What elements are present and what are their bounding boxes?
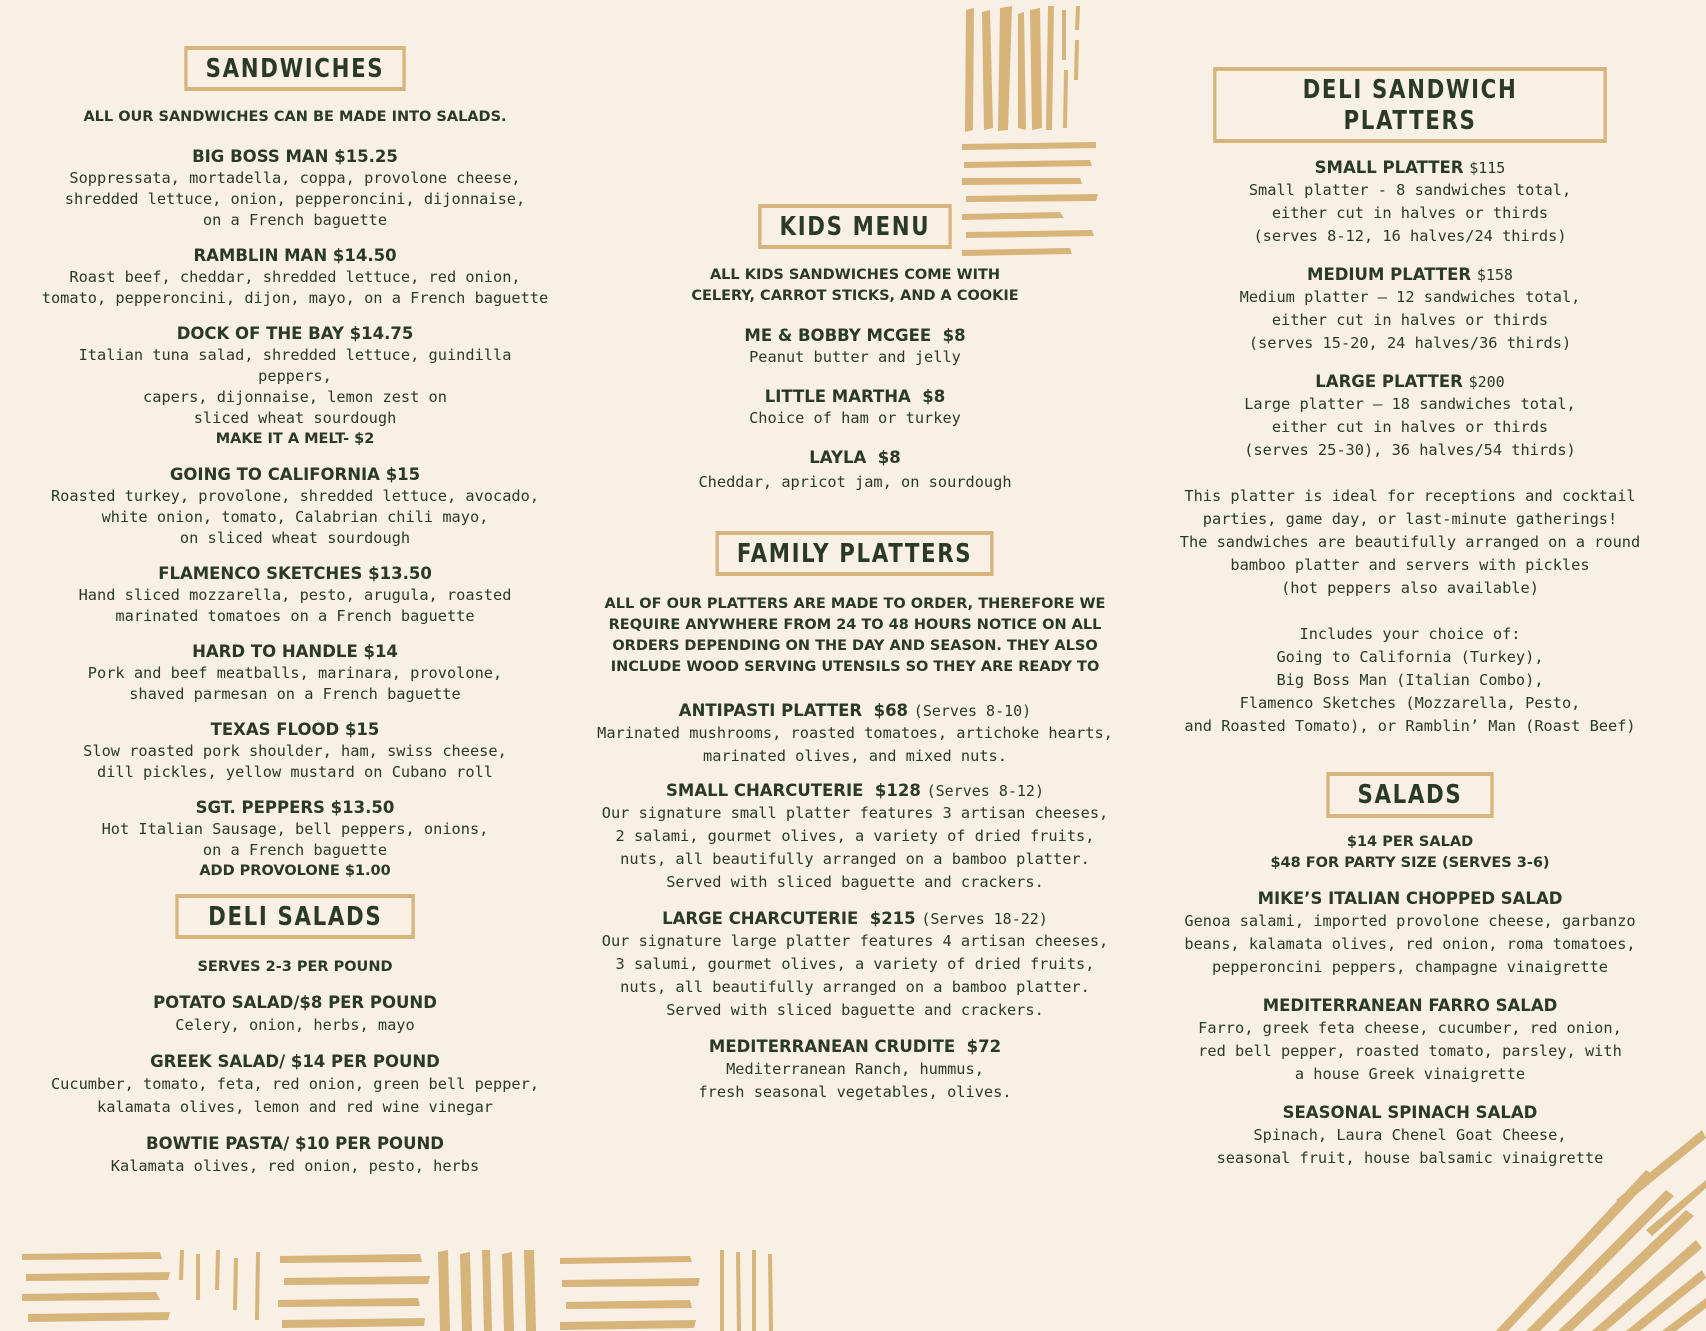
item-desc: Pork and beef meatballs, marinara, provolone, shaved parmesan on a French baguette [87, 664, 503, 704]
menu-item [40, 245, 550, 309]
item-desc: Medium platter – 12 sandwiches total, either cut in halves or thirds (serves 15-20, 24 halves/36 thirds) [1239, 288, 1581, 353]
item-name: SMALL CHARCUTERIE $128 [666, 781, 921, 801]
item-name: ME & BOBBY MCGEE $8 [744, 326, 966, 346]
kids-menu-title: KIDS MENU [758, 204, 951, 249]
item-desc: Italian tuna salad, shredded lettuce, guindilla peppers, capers, dijonnaise, lemon zest on sliced wheat sourdough [78, 346, 512, 428]
item-desc: Cheddar, apricot jam, on sourdough [698, 473, 1012, 492]
item-desc: Our signature large platter features 4 artisan cheeses, 3 salumi, gourmet olives, a variety of dried fruits, nuts, all beautifully arranged on a bamboo platter. Served with sliced baguette and crackers. [601, 932, 1109, 1020]
item-name: LITTLE MARTHA $8 [764, 387, 946, 407]
menu-item [40, 992, 550, 1037]
item-desc: Spinach, Laura Chenel Goat Cheese, seasonal fruit, house balsamic vinaigrette [1216, 1125, 1604, 1167]
item-desc: Roast beef, cheddar, shredded lettuce, red onion, tomato, pepperoncini, dijon, mayo, on a French baguette [41, 268, 549, 308]
menu-item [40, 797, 550, 882]
item-desc: Cucumber, tomato, feta, red onion, green bell pepper, kalamata olives, lemon and red wine vinegar [50, 1075, 540, 1117]
item-desc: Farro, greek feta cheese, cucumber, red onion, red bell pepper, roasted tomato, parsley, with a house Greek vinaigrette [1198, 1018, 1622, 1083]
item-name: BIG BOSS MAN $15.25 [192, 147, 398, 167]
item-desc: Choice of ham or turkey [749, 409, 961, 428]
right-column [1170, 0, 1650, 1170]
item-serves: (Serves 8-12) [926, 782, 1044, 801]
item-serves: (Serves 18-22) [921, 910, 1048, 929]
menu-item [40, 464, 550, 549]
item-desc: Kalamata olives, red onion, pesto, herbs [110, 1157, 480, 1176]
family-platters-note: ALL OF OUR PLATTERS ARE MADE TO ORDER, THEREFORE WE REQUIRE ANYWHERE FROM 24 TO 48 HOURS NOTICE ON ALL ORDERS DEPENDING ON THE DAY AND SEASON. THEY ALSO INCLUDE WOOD SERVING UTENSILS SO THEY ARE READY TO [604, 596, 1106, 676]
sandwiches-title: SANDWICHES [184, 46, 405, 91]
item-name: MEDITERRANEAN CRUDITE $72 [708, 1037, 1002, 1057]
item-name: BOWTIE PASTA/ $10 PER POUND [146, 1134, 444, 1154]
item-desc: Mediterranean Ranch, hummus, fresh seasonal vegetables, olives. [698, 1060, 1012, 1102]
menu-item [1170, 371, 1650, 462]
item-name: GOING TO CALIFORNIA $15 [169, 465, 421, 485]
item-name: RAMBLIN MAN $14.50 [193, 246, 397, 266]
item-name: DOCK OF THE BAY $14.75 [176, 324, 414, 344]
item-desc: Marinated mushrooms, roasted tomatoes, artichoke hearts, marinated olives, and mixed nuts. [597, 724, 1113, 766]
menu-item [40, 323, 550, 450]
item-addon: MAKE IT A MELT- $2 [215, 431, 375, 448]
item-name: POTATO SALAD/$8 PER POUND [153, 993, 437, 1013]
item-price: $158 [1476, 266, 1513, 285]
item-name: MEDITERRANEAN FARRO SALAD [1262, 995, 1558, 1015]
item-name: LAYLA $8 [809, 448, 901, 468]
salads-title: SALADS [1326, 772, 1493, 817]
item-name: LARGE CHARCUTERIE $215 [662, 909, 916, 929]
item-name: FLAMENCO SKETCHES $13.50 [158, 564, 432, 584]
menu-item [40, 641, 550, 705]
menu-item [590, 386, 1120, 429]
menu-item [1170, 995, 1650, 1086]
menu-item [1170, 157, 1650, 248]
kids-menu-note: ALL KIDS SANDWICHES COME WITH CELERY, CARROT STICKS, AND A COOKIE [691, 267, 1019, 305]
platter-choices: Includes your choice of: Going to California (Turkey), Big Boss Man (Italian Combo), Flamenco Sketches (Mozzarella, Pesto, and Roasted Tomato), or Ramblin’ Man (Roast Beef) [1184, 625, 1636, 736]
item-desc: Soppressata, mortadella, coppa, provolone cheese, shredded lettuce, onion, pepperoncini, dijonnaise, on a French baguette [64, 169, 526, 230]
menu-item [40, 146, 550, 231]
item-name: MIKE’S ITALIAN CHOPPED SALAD [1257, 888, 1563, 908]
menu-item [590, 908, 1120, 1022]
item-desc: Genoa salami, imported provolone cheese, garbanzo beans, kalamata olives, red onion, roma tomatoes, pepperoncini peppers, champagne vinaigrette [1184, 911, 1636, 976]
menu-item [40, 719, 550, 783]
deli-platters-title: DELI SANDWICH PLATTERS [1213, 67, 1607, 143]
item-desc: Celery, onion, herbs, mayo [175, 1016, 415, 1035]
item-desc: Small platter - 8 sandwiches total, either cut in halves or thirds (serves 8-12, 16 halves/24 thirds) [1248, 181, 1572, 246]
platter-blurb: This platter is ideal for receptions and cocktail parties, game day, or last-minute gatherings! The sandwiches are beautifully arranged on a round bamboo platter and servers with pickles (hot peppers also available) [1179, 487, 1641, 598]
salads-note: $14 PER SALAD $48 FOR PARTY SIZE (SERVES 3-6) [1270, 833, 1550, 871]
item-addon: ADD PROVOLONE $1.00 [199, 863, 391, 880]
brush-pattern-bottom [20, 1250, 820, 1331]
item-name: GREEK SALAD/ $14 PER POUND [150, 1052, 440, 1072]
item-price: $115 [1469, 159, 1506, 178]
menu-item [40, 563, 550, 627]
item-name: LARGE PLATTER [1315, 372, 1463, 392]
menu-item [590, 1036, 1120, 1104]
middle-column [590, 0, 1120, 1104]
deli-salads-title: DELI SALADS [175, 894, 415, 939]
item-desc: Hand sliced mozzarella, pesto, arugula, roasted marinated tomatoes on a French baguette [78, 586, 512, 626]
menu-item [40, 1051, 550, 1119]
menu-item [1170, 1102, 1650, 1170]
item-desc: Peanut butter and jelly [749, 348, 961, 367]
item-name: HARD TO HANDLE $14 [192, 642, 398, 662]
item-name: TEXAS FLOOD $15 [210, 720, 380, 740]
item-desc: Our signature small platter features 3 artisan cheeses, 2 salami, gourmet olives, a variety of dried fruits, nuts, all beautifully arranged on a bamboo platter. Served with sliced baguette and crackers. [601, 804, 1109, 892]
menu-item [1170, 264, 1650, 355]
item-name: MEDIUM PLATTER [1307, 265, 1472, 285]
menu-item [590, 325, 1120, 368]
item-price: $200 [1468, 373, 1505, 392]
deli-salads-note: SERVES 2-3 PER POUND [197, 959, 393, 976]
menu-item [40, 1133, 550, 1178]
item-name: SGT. PEPPERS $13.50 [195, 798, 395, 818]
left-column [40, 0, 550, 1178]
item-serves: (Serves 8-10) [913, 702, 1032, 721]
menu-item [1170, 888, 1650, 979]
item-desc: Roasted turkey, provolone, shredded lettuce, avocado, white onion, tomato, Calabrian chili mayo, on sliced wheat sourdough [50, 487, 540, 548]
item-desc: Hot Italian Sausage, bell peppers, onions, on a French baguette [101, 820, 489, 860]
menu-item [590, 700, 1120, 768]
item-name: SMALL PLATTER [1314, 158, 1464, 178]
menu-item [590, 780, 1120, 894]
menu-item [590, 447, 1120, 495]
sandwiches-note: ALL OUR SANDWICHES CAN BE MADE INTO SALADS. [83, 109, 507, 126]
item-desc: Slow roasted pork shoulder, ham, swiss cheese, dill pickles, yellow mustard on Cubano roll [83, 742, 507, 782]
item-name: ANTIPASTI PLATTER $68 [678, 701, 909, 721]
family-platters-title: FAMILY PLATTERS [716, 531, 994, 576]
item-name: SEASONAL SPINACH SALAD [1282, 1102, 1538, 1122]
item-desc: Large platter – 18 sandwiches total, either cut in halves or thirds (serves 25-30), 36 halves/54 thirds) [1244, 395, 1576, 460]
